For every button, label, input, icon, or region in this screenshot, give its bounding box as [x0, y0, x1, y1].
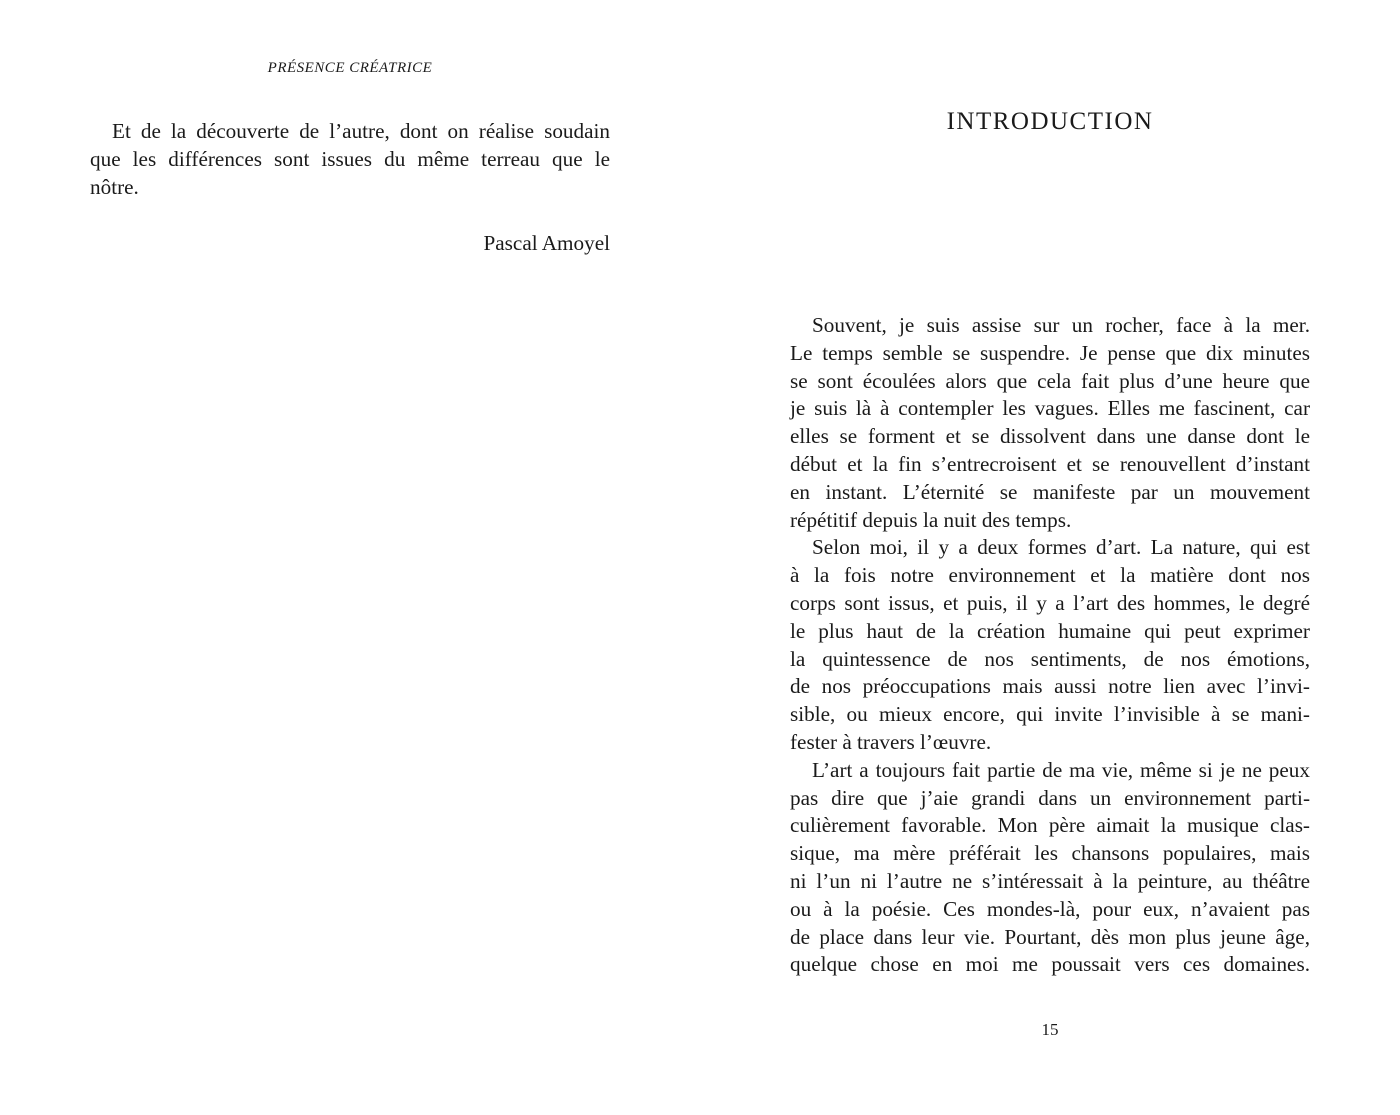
text-line: le plus haut de la création humaine qui peut exprimer	[790, 618, 1310, 643]
text-line: la quintessence de nos sentiments, de nos émotions,	[790, 646, 1310, 671]
signature: Pascal Amoyel	[483, 231, 610, 255]
epigraph-paragraph	[90, 118, 610, 201]
chapter-body	[790, 312, 1310, 979]
text-line: sible, ou mieux encore, qui invite l’invisible à se mani-	[790, 702, 1310, 727]
text-line: Souvent, je suis assise sur un rocher, face à la mer.	[812, 313, 1310, 337]
text-line: je suis là à contempler les vagues. Elles me fascinent, car	[790, 396, 1310, 421]
text-line: L’art a toujours fait partie de ma vie, même si je ne peux	[812, 757, 1310, 782]
text-line: répétitif depuis la nuit des temps.	[790, 507, 1072, 532]
text-line: culièrement favorable. Mon père aimait la musique clas-	[790, 813, 1310, 838]
text-line: nôtre.	[90, 174, 139, 199]
text-line: début et la fin s’entrecroisent et se renouvellent d’instant	[790, 451, 1310, 476]
paragraph	[790, 757, 1310, 979]
left-page	[90, 0, 610, 1115]
text-line: que les différences sont issues du même terreau que le	[90, 146, 610, 171]
right-page	[790, 0, 1310, 1115]
text-line: quelque chose en moi me poussait vers ces domaines.	[790, 952, 1310, 977]
text-line: ni l’un ni l’autre ne s’intéressait à la peinture, au théâtre	[790, 868, 1310, 893]
text-line: sique, ma mère préférait les chansons populaires, mais	[790, 841, 1310, 866]
text-line: de place dans leur vie. Pourtant, dès mon plus jeune âge,	[790, 924, 1310, 949]
text-line: fester à travers l’œuvre.	[790, 729, 992, 754]
paragraph	[790, 534, 1310, 756]
text-line: Le temps semble se suspendre. Je pense que dix minutes	[790, 340, 1310, 365]
text-line: Selon moi, il y a deux formes d’art. La nature, qui est	[812, 535, 1310, 560]
text-line: à la fois notre environnement et la matière dont nos	[790, 563, 1310, 588]
text-line: elles se forment et se dissolvent dans une danse dont le	[790, 424, 1310, 449]
page-number: 15	[1041, 1020, 1059, 1039]
text-line: pas dire que j’aie grandi dans un environnement parti-	[790, 785, 1310, 810]
text-line: corps sont issus, et puis, il y a l’art des hommes, le degré	[790, 590, 1310, 615]
text-line: Et de la découverte de l’autre, dont on réalise soudain	[112, 119, 610, 143]
running-head: PRÉSENCE CRÉATRICE	[267, 60, 433, 76]
text-line: se sont écoulées alors que cela fait plus d’une heure que	[790, 368, 1310, 393]
text-line: de nos préoccupations mais aussi notre lien avec l’invi-	[790, 674, 1310, 699]
paragraph	[790, 312, 1310, 534]
chapter-title: INTRODUCTION	[946, 108, 1154, 135]
text-line: ou à la poésie. Ces mondes-là, pour eux, n’avaient pas	[790, 896, 1310, 921]
text-line: en instant. L’éternité se manifeste par un mouvement	[790, 479, 1310, 504]
